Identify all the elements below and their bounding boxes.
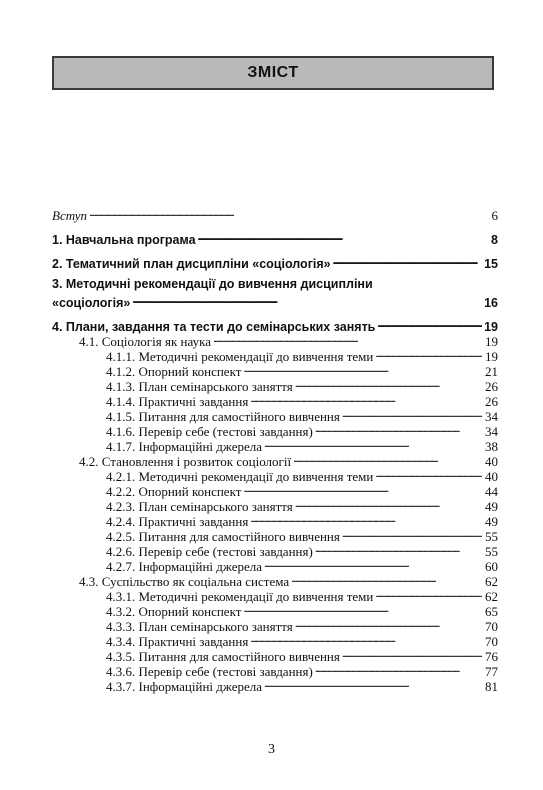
toc-entry-4-3-1[interactable] <box>52 586 498 604</box>
toc-label: 1. Навчальна програма <box>52 233 196 247</box>
toc-entry-3-line1[interactable]: 3. Методичні рекомендації до вивчення дисципліни <box>52 277 373 291</box>
toc-label: «соціологія» <box>52 296 131 310</box>
leader-dots <box>291 571 482 586</box>
toc-entry-4-3[interactable] <box>52 571 498 589</box>
toc-label: 2. Тематичний план дисципліни «соціологія» <box>52 257 331 271</box>
leader-dots <box>315 421 482 436</box>
leader-dots <box>377 316 482 331</box>
leader-dots <box>198 229 482 244</box>
toc-label: 4.3.2. Опорний конспект <box>106 604 242 619</box>
toc-label: 4.3.4. Практичні завдання <box>106 634 249 649</box>
toc-entry-4-2-7[interactable] <box>52 556 498 574</box>
toc-entry-4-1-2[interactable] <box>52 361 498 379</box>
toc-entry-4-2-5[interactable] <box>52 526 498 544</box>
toc-label: 4.2.3. План семінарського заняття <box>106 499 293 514</box>
toc-label: 4.2.2. Опорний конспект <box>106 484 242 499</box>
toc-entry-4-1[interactable] <box>52 331 498 349</box>
leader-dots <box>213 331 482 346</box>
toc-page: 19 <box>485 349 498 364</box>
toc-page: 70 <box>485 634 498 649</box>
leader-dots <box>342 406 482 421</box>
toc-page: 6 <box>491 208 498 223</box>
toc-page: 8 <box>491 233 498 247</box>
toc-page: 49 <box>485 514 498 529</box>
toc-label: 4.2.7. Інформаційні джерела <box>106 559 262 574</box>
leader-dots <box>132 292 482 307</box>
toc-label: 4.2.4. Практичні завдання <box>106 514 249 529</box>
leader-dots <box>264 676 482 691</box>
toc-entry-4-1-1[interactable] <box>52 346 498 364</box>
toc-page: 34 <box>485 409 498 424</box>
toc-entry-4-1-5[interactable] <box>52 406 498 424</box>
toc-entry-intro[interactable] <box>52 205 498 223</box>
toc-page: 55 <box>485 529 498 544</box>
toc-entry-4-1-6[interactable] <box>52 421 498 439</box>
leader-dots <box>243 481 482 496</box>
toc-label: 4.1.2. Опорний конспект <box>106 364 242 379</box>
toc-label: 4.2.5. Питання для самостійного вивчення <box>106 529 340 544</box>
toc-page: 77 <box>485 664 498 679</box>
toc-entry-4-3-2[interactable] <box>52 601 498 619</box>
toc-label: 4.3.6. Перевір себе (тестові завдання) <box>106 664 313 679</box>
toc-page: 38 <box>485 439 498 454</box>
toc-entry-4-1-4[interactable] <box>52 391 498 409</box>
toc-page: 19 <box>485 334 498 349</box>
toc-page: 40 <box>485 454 498 469</box>
leader-dots <box>342 526 482 541</box>
toc-label: 4.3.7. Інформаційні джерела <box>106 679 262 694</box>
toc-entry-4-2-1[interactable] <box>52 466 498 484</box>
leader-dots <box>89 205 482 220</box>
toc-page: 60 <box>485 559 498 574</box>
toc-entry-4-3-7[interactable] <box>52 676 498 694</box>
toc-page: 81 <box>485 679 498 694</box>
toc-page: 21 <box>485 364 498 379</box>
toc-entry-4-2[interactable] <box>52 451 498 469</box>
toc-entry-4-3-5[interactable] <box>52 646 498 664</box>
toc-label: 4.1.4. Практичні завдання <box>106 394 249 409</box>
leader-dots <box>315 661 482 676</box>
toc-page: 34 <box>485 424 498 439</box>
toc-label: 4.2. Становлення і розвиток соціології <box>79 454 292 469</box>
toc-page: 26 <box>485 379 498 394</box>
leader-dots <box>375 466 482 481</box>
toc-label: 4.3.5. Питання для самостійного вивчення <box>106 649 340 664</box>
toc-page: 26 <box>485 394 498 409</box>
page-number: 3 <box>268 742 275 757</box>
table-of-contents <box>52 205 498 694</box>
toc-label: 4.1.1. Методичні рекомендації до вивчення теми <box>106 349 374 364</box>
toc-entry-2[interactable] <box>52 253 498 271</box>
leader-dots <box>375 346 482 361</box>
toc-page: 44 <box>485 484 498 499</box>
leader-dots <box>315 541 482 556</box>
toc-entry-4-3-6[interactable] <box>52 661 498 679</box>
toc-page: 65 <box>485 604 498 619</box>
toc-entry-4-3-4[interactable] <box>52 631 498 649</box>
toc-entry-4[interactable] <box>52 316 498 334</box>
leader-dots <box>295 616 482 631</box>
leader-dots <box>250 631 482 646</box>
toc-page: 49 <box>485 499 498 514</box>
toc-label: 4.3.1. Методичні рекомендації до вивчення теми <box>106 589 374 604</box>
toc-label: 4.2.1. Методичні рекомендації до вивчення теми <box>106 469 374 484</box>
toc-label: 4.1.5. Питання для самостійного вивчення <box>106 409 340 424</box>
toc-label: 4.1.7. Інформаційні джерела <box>106 439 262 454</box>
leader-dots <box>250 391 482 406</box>
toc-page: 62 <box>485 589 498 604</box>
toc-entry-4-1-7[interactable] <box>52 436 498 454</box>
leader-dots <box>264 556 482 571</box>
toc-label: 4. Плани, завдання та тести до семінарських занять <box>52 320 376 334</box>
toc-entry-1[interactable] <box>52 229 498 247</box>
toc-page: 70 <box>485 619 498 634</box>
toc-page: 55 <box>485 544 498 559</box>
leader-dots <box>375 586 482 601</box>
toc-page: 62 <box>485 574 498 589</box>
toc-label: Вступ <box>52 208 88 223</box>
toc-label: 4.1.3. План семінарського заняття <box>106 379 293 394</box>
leader-dots <box>333 253 482 268</box>
leader-dots <box>295 376 482 391</box>
toc-entry-4-2-2[interactable] <box>52 481 498 499</box>
toc-page: 19 <box>484 320 498 334</box>
toc-label: 4.1.6. Перевір себе (тестові завдання) <box>106 424 313 439</box>
toc-entry-4-1-3[interactable] <box>52 376 498 394</box>
leader-dots <box>342 646 482 661</box>
leader-dots <box>264 436 482 451</box>
toc-page: 16 <box>484 296 498 310</box>
leader-dots <box>243 361 482 376</box>
toc-entry-4-2-3[interactable] <box>52 496 498 514</box>
contents-title: ЗМІСТ <box>52 56 494 90</box>
toc-entry-4-2-6[interactable] <box>52 541 498 559</box>
leader-dots <box>250 511 482 526</box>
toc-page: 76 <box>485 649 498 664</box>
leader-dots <box>293 451 482 466</box>
toc-label: 4.3.3. План семінарського заняття <box>106 619 293 634</box>
toc-label: 4.1. Соціологія як наука <box>79 334 211 349</box>
toc-page: 40 <box>485 469 498 484</box>
leader-dots <box>295 496 482 511</box>
toc-label: 4.2.6. Перевір себе (тестові завдання) <box>106 544 313 559</box>
toc-label: 4.3. Суспільство як соціальна система <box>79 574 290 589</box>
toc-entry-3[interactable] <box>52 292 498 310</box>
toc-page: 15 <box>484 257 498 271</box>
toc-entry-4-2-4[interactable] <box>52 511 498 529</box>
toc-entry-4-3-3[interactable] <box>52 616 498 634</box>
leader-dots <box>243 601 482 616</box>
